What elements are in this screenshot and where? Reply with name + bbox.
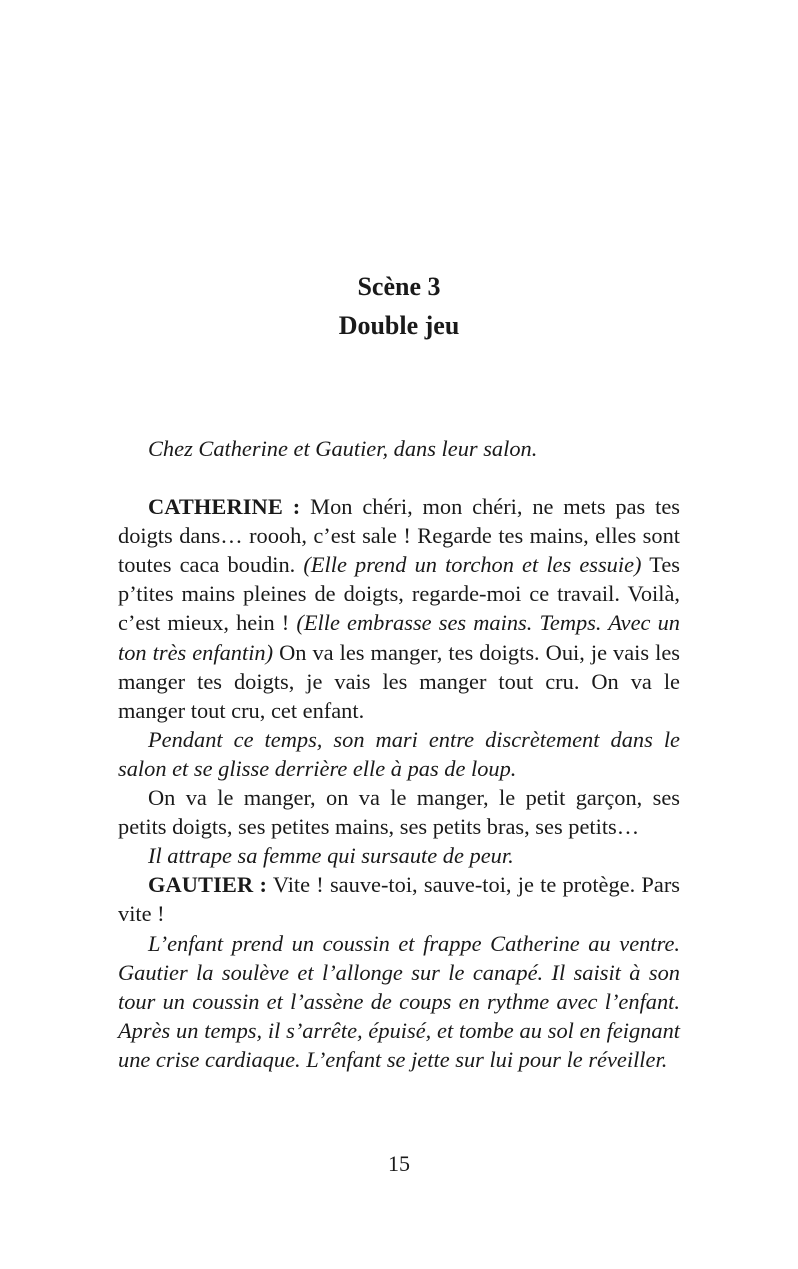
scene-title: Double jeu — [338, 311, 460, 340]
catherine-continued-line: On va le manger, on va le manger, le petit garçon, ses petits doigts, ses petites mains, ses petits bras, ses petits… — [118, 785, 680, 840]
inline-stage-direction: (Elle prend un torchon et les essuie) — [303, 552, 642, 578]
dialogue-text: Mon chéri, mon chéri, ne mets pas tes doigts dans… roooh, c’est sale ! Regarde tes mains, elles sont toutes caca boudin. — [118, 494, 680, 578]
dialogue-text: Vite ! sauve-toi, sauve-toi, je te protège. Pars vite ! — [118, 872, 680, 927]
inline-stage-direction: (Elle embrasse ses mains. Temps. Avec un ton très enfantin) — [118, 610, 681, 665]
page-number: 15 — [388, 1151, 410, 1176]
speaker-catherine: CATHERINE : — [148, 494, 301, 520]
scene-number: Scène 3 — [357, 272, 441, 301]
stage-direction: Pendant ce temps, son mari entre discrètement dans le salon et se glisse derrière elle à pas de loup. — [118, 726, 680, 781]
intro-stage-direction: Chez Catherine et Gautier, dans leur salon. — [148, 436, 538, 461]
gautier-line — [118, 870, 680, 928]
speaker-gautier: GAUTIER : — [148, 872, 268, 898]
stage-direction: L’enfant prend un coussin et frappe Catherine au ventre. Gautier la soulève et l’allonge sur le canapé. Il saisit à son tour un coussin et l’assène de coups en rythme avec l’enfant. Après un temps, il s’arrête, épuisé, et tombe au sol en feignant une crise cardiaque. L’enfant se jette sur lui pour le réveiller. — [118, 930, 680, 1072]
dialogue-text: On va les manger, tes doigts. Oui, je vais les manger tes doigts, je vais les manger tout cru. On va le manger tout cru, cet enfant. — [118, 639, 680, 723]
play-text — [118, 434, 680, 1074]
catherine-line — [118, 492, 680, 725]
dialogue-text: Tes p’tites mains pleines de doigts, regarde-moi ce travail. Voilà, c’est mieux, hein ! — [118, 552, 680, 636]
stage-direction: Il attrape sa femme qui sursaute de peur. — [148, 843, 514, 869]
